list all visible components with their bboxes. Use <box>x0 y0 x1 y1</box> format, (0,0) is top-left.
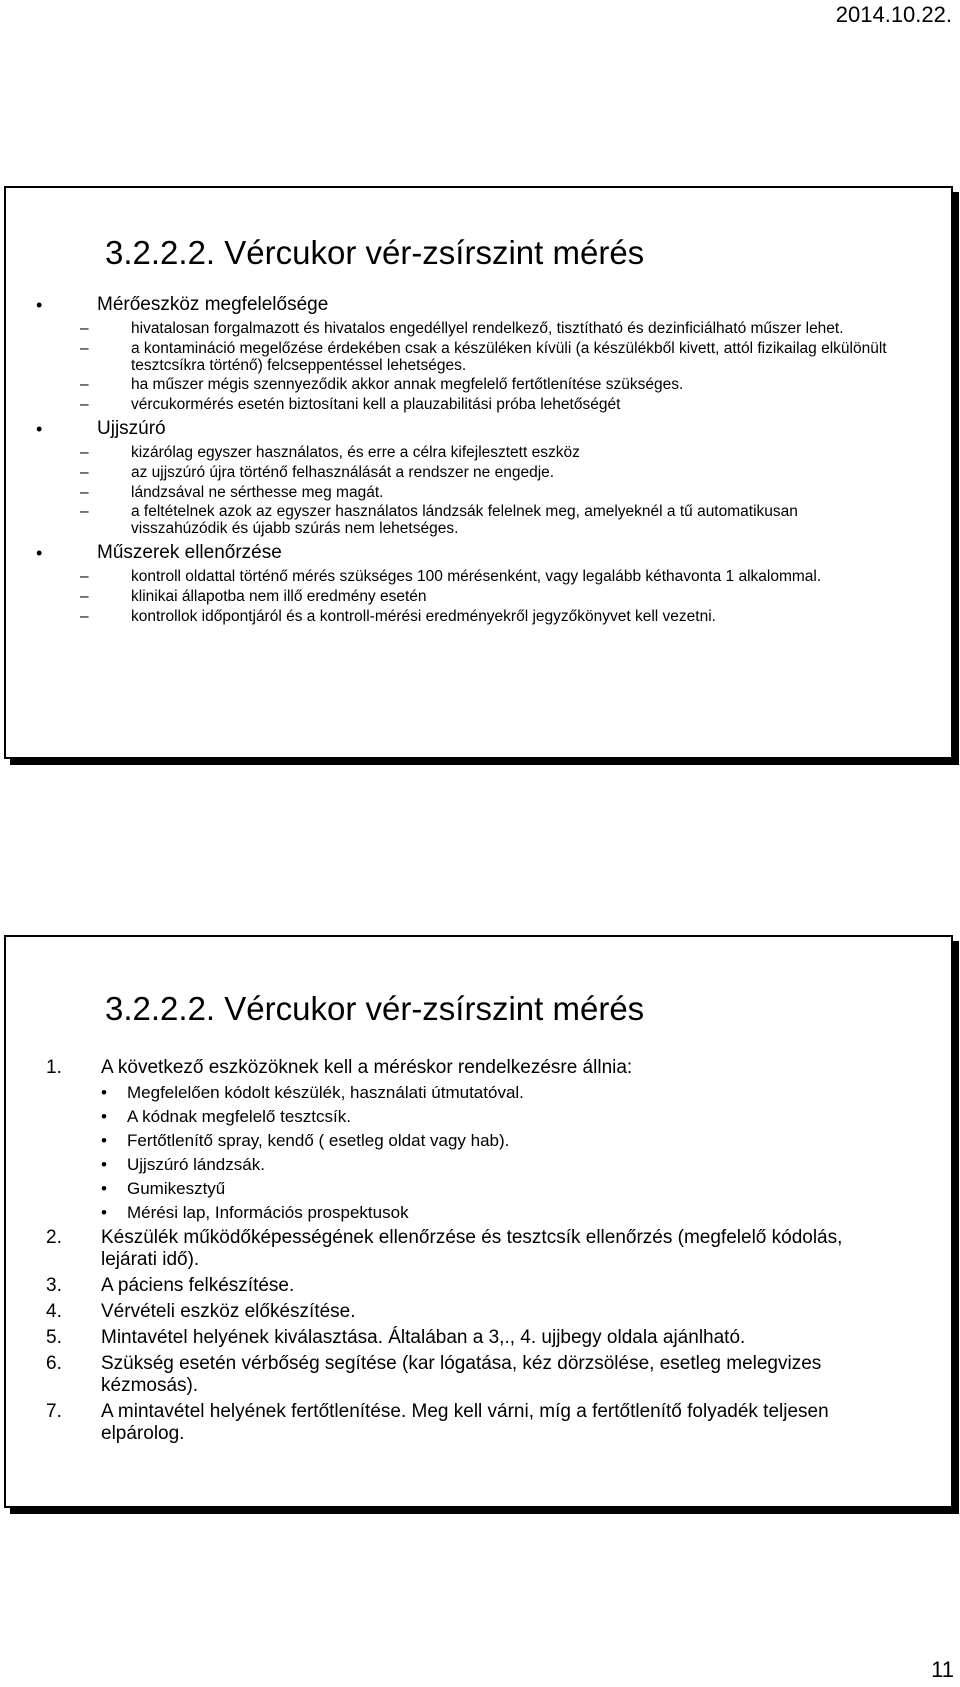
sub-item <box>36 589 896 606</box>
sub-item-text: az ujjszúró újra történő felhasználását a rendszer ne engedje. <box>131 463 555 481</box>
sub-item-text: Fertőtlenítő spray, kendő ( esetleg oldat vagy hab). <box>127 1131 510 1150</box>
bullet-icon: • <box>101 1131 107 1150</box>
bullet-list <box>36 294 896 629</box>
sub-item <box>36 609 896 626</box>
bullet-icon: • <box>101 1203 107 1222</box>
sub-list <box>36 569 896 625</box>
sub-item-text: ha műszer mégis szennyeződik akkor annak megfelelő fertőtlenítése szükséges. <box>131 376 684 394</box>
slide-1 <box>4 186 953 759</box>
sub-item-text: kontroll oldattal történő mérés szükséges 100 mérésenként, vagy legalább kéthavonta 1 alkalommal. <box>131 567 822 585</box>
sub-item <box>36 485 896 502</box>
page-number: 11 <box>931 1657 954 1682</box>
sub-item <box>101 1107 896 1127</box>
sub-item <box>36 321 896 338</box>
sub-item-text: vércukormérés esetén biztosítani kell a plauzabilitási próba lehetőségét <box>131 396 621 414</box>
sub-list <box>101 1083 896 1223</box>
bullet-icon: • <box>36 542 43 563</box>
item-text: A mintavétel helyének fertőtlenítése. Meg kell várni, míg a fertőtlenítő folyadék teljesen elpárolog. <box>101 1401 829 1444</box>
bullet-label: Mérőeszköz megfelelősége <box>97 294 329 315</box>
numbered-list <box>46 1057 896 1449</box>
slide-2 <box>4 935 953 1508</box>
sub-item-text: lándzsával ne sérthesse meg magát. <box>131 483 384 501</box>
item-number: 1. <box>46 1057 62 1078</box>
dash-icon: – <box>80 339 89 357</box>
sub-item-text: A kódnak megfelelő tesztcsík. <box>127 1107 351 1126</box>
numbered-item <box>46 1275 896 1297</box>
dash-icon: – <box>80 567 89 585</box>
sub-item <box>36 569 896 586</box>
dash-icon: – <box>80 607 89 625</box>
dash-icon: – <box>80 396 89 414</box>
item-text: Készülék működőképességének ellenőrzése és tesztcsík ellenőrzés (megfelelő kódolás, lejárati idő). <box>101 1227 843 1270</box>
item-text: Mintavétel helyének kiválasztása. Általában a 3,., 4. ujjbegy oldala ajánlható. <box>101 1327 746 1348</box>
item-number: 4. <box>46 1301 62 1322</box>
sub-item-text: a feltételnek azok az egyszer használatos lándzsák felelnek meg, amelyeknél a tű automatikusan visszahúzódik és újabb szúrás nem lehetséges. <box>131 503 798 538</box>
numbered-item <box>46 1327 896 1349</box>
item-text: A következő eszközöknek kell a méréskor rendelkezésre állnia: <box>101 1057 633 1078</box>
bullet-label: Műszerek ellenőrzése <box>97 541 282 563</box>
sub-item-text: kontrollok időpontjáról és a kontroll-mérési eredményekről jegyzőkönyvet kell vezetni. <box>131 607 716 625</box>
bullet-icon: • <box>36 418 43 439</box>
dash-icon: – <box>80 320 89 337</box>
numbered-item <box>46 1401 896 1445</box>
bullet-icon: • <box>101 1155 107 1174</box>
sub-item-text: Mérési lap, Információs prospektusok <box>127 1203 409 1222</box>
dash-icon: – <box>80 463 89 481</box>
sub-item-text: Megfelelően kódolt készülék, használati útmutatóval. <box>127 1083 524 1102</box>
sub-item <box>36 445 896 462</box>
bullet-label: Ujjszúró <box>97 417 166 439</box>
numbered-item <box>46 1057 896 1223</box>
bullet-item <box>36 418 896 538</box>
slide-title: 3.2.2.2. Vércukor vér-zsírszint mérés <box>105 234 645 271</box>
sub-item <box>36 341 896 375</box>
item-number: 6. <box>46 1353 62 1374</box>
numbered-item <box>46 1227 896 1271</box>
dash-icon: – <box>80 587 89 605</box>
dash-icon: – <box>80 376 89 394</box>
bullet-icon: • <box>36 295 43 315</box>
sub-item <box>36 465 896 482</box>
dash-icon: – <box>80 443 89 461</box>
sub-item <box>101 1083 896 1103</box>
sub-item-text: kizárólag egyszer használatos, és erre a célra kifejlesztett eszköz <box>131 443 580 461</box>
slide-title: 3.2.2.2. Vércukor vér-zsírszint mérés <box>105 990 645 1027</box>
bullet-icon: • <box>101 1083 107 1102</box>
sub-item-text: klinikai állapotba nem illő eredmény esetén <box>131 587 427 605</box>
bullet-item <box>36 542 896 625</box>
sub-item <box>36 397 896 414</box>
sub-item-text: Gumikesztyű <box>127 1179 226 1198</box>
sub-item <box>101 1131 896 1151</box>
sub-item <box>101 1179 896 1199</box>
item-text: Szükség esetén vérbőség segítése (kar lógatása, kéz dörzsölése, esetleg melegvizes kézmosás). <box>101 1353 822 1396</box>
numbered-item <box>46 1353 896 1397</box>
sub-item-text: a kontamináció megelőzése érdekében csak a készüléken kívüli (a készülékből kivett, attól fizikailag elkülönült tesztcsíkra történő) felcseppentéssel lehetséges. <box>131 339 887 374</box>
sub-item <box>101 1203 896 1223</box>
item-text: A páciens felkészítése. <box>101 1275 295 1296</box>
item-number: 2. <box>46 1227 62 1248</box>
item-number: 3. <box>46 1275 62 1296</box>
dash-icon: – <box>80 503 89 521</box>
sub-item-text: hivatalosan forgalmazott és hivatalos engedéllyel rendelkező, tisztítható és dezinficiálható műszer lehet. <box>131 320 844 337</box>
header-date: 2014.10.22. <box>835 2 952 27</box>
bullet-icon: • <box>101 1179 107 1198</box>
item-number: 7. <box>46 1401 62 1422</box>
sub-list <box>36 321 896 414</box>
item-number: 5. <box>46 1327 62 1348</box>
bullet-icon: • <box>101 1107 107 1126</box>
bullet-item <box>36 294 896 414</box>
sub-item <box>101 1155 896 1175</box>
dash-icon: – <box>80 483 89 501</box>
sub-item <box>36 377 896 394</box>
sub-item <box>36 504 896 538</box>
sub-item-text: Ujjszúró lándzsák. <box>127 1155 265 1174</box>
item-text: Vérvételi eszköz előkészítése. <box>101 1301 356 1322</box>
sub-list <box>36 445 896 538</box>
numbered-item <box>46 1301 896 1323</box>
